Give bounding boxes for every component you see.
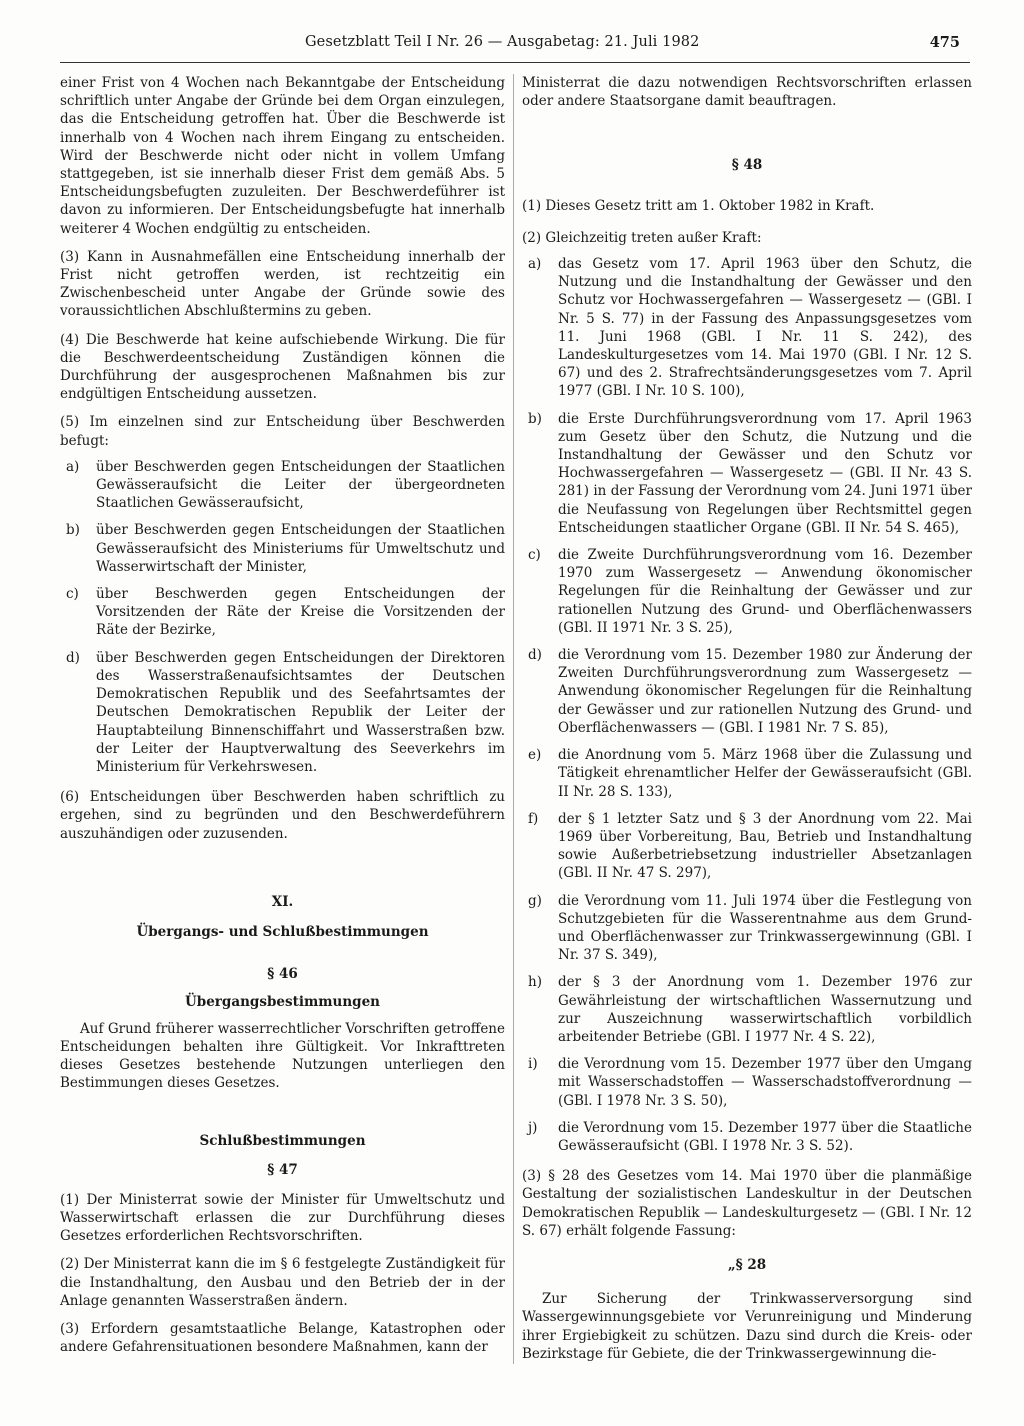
quoted-section-heading: „§ 28 — [727, 1256, 767, 1273]
paragraph-4: (4) Die Beschwerde hat keine aufschiebende Wirkung. Die für die Beschwerdeentscheidung Zuständigen können die Durchführung der ausgesprochenen Maßnahmen bis zur endgültigen Entscheidung aussetzen. — [60, 331, 505, 403]
list-item: a) das Gesetz vom 17. April 1963 über den Schutz, die Nutzung und die Instandhaltung der Gewässer und den Schutz vor Hochwassergefahren — Wassergesetz — (GBl. I Nr. 5 S. 77) in der Fassung des Anpassungsgesetzes vom 11. Juni 1968 (GBl. I Nr. 11 S. 242), des Landeskulturgesetzes vom 14. Mai 1970 (GBl. I Nr. 12 S. 67) und des 2. Strafrechtsänderungsgesetzes vom 7. April 1977 (GBl. I Nr. 10 S. 100), — [528, 256, 972, 400]
list-item: c) über Beschwerden gegen Entscheidungen der Vorsitzenden der Räte der Kreise die Vorsitzenden der Räte der Bezirke, — [66, 586, 505, 639]
page-number: 475 — [929, 34, 960, 51]
list-item: i) die Verordnung vom 15. Dezember 1977 über den Umgang mit Wasserschadstoffen — Wasserschadstoffverordnung — (GBl. I 1978 Nr. 3 S. 50), — [528, 1056, 972, 1109]
section-46-title: Übergangsbestimmungen — [185, 994, 380, 1011]
list-item: j) die Verordnung vom 15. Dezember 1977 über die Staatliche Gewässeraufsicht (GBl. I 1978 Nr. 3 S. 52). — [528, 1119, 972, 1154]
section-47-para-1: (1) Der Ministerrat sowie der Minister für Umweltschutz und Wasserwirtschaft erlassen die zur Durchführung dieses Gesetzes erforderlichen Rechtsvorschriften. — [60, 1191, 505, 1245]
paragraph-5-list — [60, 458, 505, 776]
list-item: g) die Verordnung vom 11. Juli 1974 über die Festlegung von Schutzgebieten für die Wasserentnahme aus dem Grund- und Oberflächenwasser zur Trinkwassergewinnung (GBl. I Nr. 37 S. 349), — [528, 892, 972, 964]
section-title: Übergangs- und Schlußbestimmungen — [136, 923, 429, 940]
paragraph-3: (3) Kann in Ausnahmefällen eine Entscheidung innerhalb der Frist nicht getroffen werden, ist rechtzeitig ein Zwischenbescheid unter Angabe der Gründe sowie des voraussichtlichen Abschlußtermins zu geben. — [60, 248, 505, 320]
section-48-heading: § 48 — [731, 157, 763, 174]
header-title: Gesetzblatt Teil I Nr. 26 — Ausgabetag: 21. Juli 1982 — [305, 34, 700, 50]
right-column — [522, 74, 972, 1373]
list-item: b) die Erste Durchführungsverordnung vom 17. April 1963 zum Gesetz über den Schutz, die Nutzung und die Instandhaltung der Gewässer und den Schutz vor Hochwassergefahren — Wassergesetz — (GBl. II Nr. 43 S. 281) in der Fassung der Verordnung vom 24. Juni 1971 über die Neufassung von Regelungen über Rechtsmittel gegen Entscheidungen staatlicher Organe (GBl. II Nr. 54 S. 465), — [528, 410, 972, 536]
page-header — [60, 22, 970, 63]
list-item: d) über Beschwerden gegen Entscheidungen der Direktoren des Wasserstraßenaufsichtsamtes der Deutschen Demokratischen Republik und des Seefahrtsamtes der Deutschen Demokratischen Republik der Leiter der Hauptabteilung Binnenschiffahrt und Wasserstraßen bzw. der Leiter der Hauptverwaltung des Seeverkehrs im Ministerium für Verkehrswesen. — [66, 649, 505, 775]
paragraph-5: (5) Im einzelnen sind zur Entscheidung über Beschwerden befugt: — [60, 414, 505, 449]
list-item: c) die Zweite Durchführungsverordnung vom 16. Dezember 1970 zum Wassergesetz — Anwendung ökonomischer Regelungen für die Reinhaltung der Gewässer und zur rationellen Nutzung des Grund- und Oberflächenwassers (GBl. II 1971 Nr. 3 S. 25), — [528, 547, 972, 636]
list-item: h) der § 3 der Anordnung vom 1. Dezember 1976 zur Gewährleistung der wirtschaftlichen Wassernutzung und zur Auszeichnung wasserwirtschaftlich vorbildlich arbeitender Betriebe (GBl. I 1977 Nr. 4 S. 22), — [528, 974, 972, 1045]
section-47-para-2: (2) Der Ministerrat kann die im § 6 festgelegte Zuständigkeit für die Instandhaltung, den Ausbau und den Betrieb der in der Anlage genannten Wasserstraßen ändern. — [60, 1256, 505, 1309]
list-item: d) die Verordnung vom 15. Dezember 1980 zur Änderung der Zweiten Durchführungsverordnung zum Wassergesetz — Anwendung ökonomischer Regelungen für die Reinhaltung der Gewässer und zur rationellen Nutzung des Grund- und Oberflächenwassers — (GBl. I 1981 Nr. 7 S. 85), — [528, 647, 972, 736]
list-item: e) die Anordnung vom 5. März 1968 über die Zulassung und Tätigkeit ehrenamtlicher Helfer der Gewässeraufsicht (GBl. II Nr. 28 S. 133), — [528, 747, 972, 800]
quoted-section-text: Zur Sicherung der Trinkwasserversorgung sind Wassergewinnungsgebiete vor Verunreinigung und Minderung ihrer Ergiebigkeit zu schützen. Dazu sind durch die Kreis- oder Bezirkstage für Gebiete, die der Trinkwassergewinnung die- — [522, 1291, 972, 1362]
section-47-para-3: (3) Erfordern gesamtstaatliche Belange, Katastrophen oder andere Gefahrensituationen besondere Maßnahmen, kann der — [60, 1320, 505, 1356]
section-47-heading: § 47 — [267, 1161, 298, 1178]
list-item: a) über Beschwerden gegen Entscheidungen der Staatlichen Gewässeraufsicht die Leiter der übergeordneten Staatlichen Gewässeraufsicht, — [66, 458, 505, 512]
section-48-para-2: (2) Gleichzeitig treten außer Kraft: — [522, 229, 762, 246]
section-48-para-3: (3) § 28 des Gesetzes vom 14. Mai 1970 über die planmäßige Gestaltung der sozialistischen Landeskultur in der Deutschen Demokratischen Republik — Landeskulturgesetz — (GBl. I Nr. 12 S. 67) erhält folgende Fassung: — [522, 1168, 972, 1239]
list-item: f) der § 1 letzter Satz und § 3 der Anordnung vom 22. Mai 1969 über Vorbereitung, Bau, Betrieb und Instandhaltung sowie Außerbetriebsetzung industrieller Absetzanlagen (GBl. II Nr. 47 S. 297), — [528, 810, 972, 882]
final-provisions-title: Schlußbestimmungen — [199, 1133, 366, 1150]
section-46-text: Auf Grund früherer wasserrechtlicher Vorschriften getroffene Entscheidungen behalten ihre Gültigkeit. Vor Inkrafttreten dieses Gesetzes bestehende Nutzungen unterliegen den Bestimmungen dieses Gesetzes. — [60, 1020, 505, 1092]
repealed-list — [522, 255, 972, 1155]
left-column — [60, 74, 505, 1366]
section-46-heading: § 46 — [267, 966, 298, 983]
continued-paragraph: einer Frist von 4 Wochen nach Bekanntgabe der Entscheidung schriftlich unter Angabe der Gründe bei dem Organ einzulegen, das die Entscheidung getroffen hat. Über die Beschwerde ist innerhalb von 4 Wochen nach ihrem Eingang zu entscheiden. Wird der Beschwerde nicht oder nicht in vollem Umfang stattgegeben, ist sie innerhalb dieser Frist dem gemäß Abs. 5 Entscheidungsbefugten zuzuleiten. Der Beschwerdeführer ist davon zu informieren. Der Entscheidungsbefugte hat innerhalb weiterer 4 Wochen endgültig zu entscheiden. — [60, 75, 505, 237]
continued-paragraph-right: Ministerrat die dazu notwendigen Rechtsvorschriften erlassen oder andere Staatsorgane damit beauftragen. — [522, 75, 972, 110]
paragraph-6: (6) Entscheidungen über Beschwerden haben schriftlich zu ergehen, sind zu begründen und den Beschwerdeführern auszuhändigen oder zuzusenden. — [60, 789, 505, 842]
section-48-para-1: (1) Dieses Gesetz tritt am 1. Oktober 1982 in Kraft. — [522, 197, 875, 214]
section-number: XI. — [271, 893, 294, 910]
list-item: b) über Beschwerden gegen Entscheidungen der Staatlichen Gewässeraufsicht des Ministeriums für Umweltschutz und Wasserwirtschaft der Minister, — [66, 522, 505, 575]
